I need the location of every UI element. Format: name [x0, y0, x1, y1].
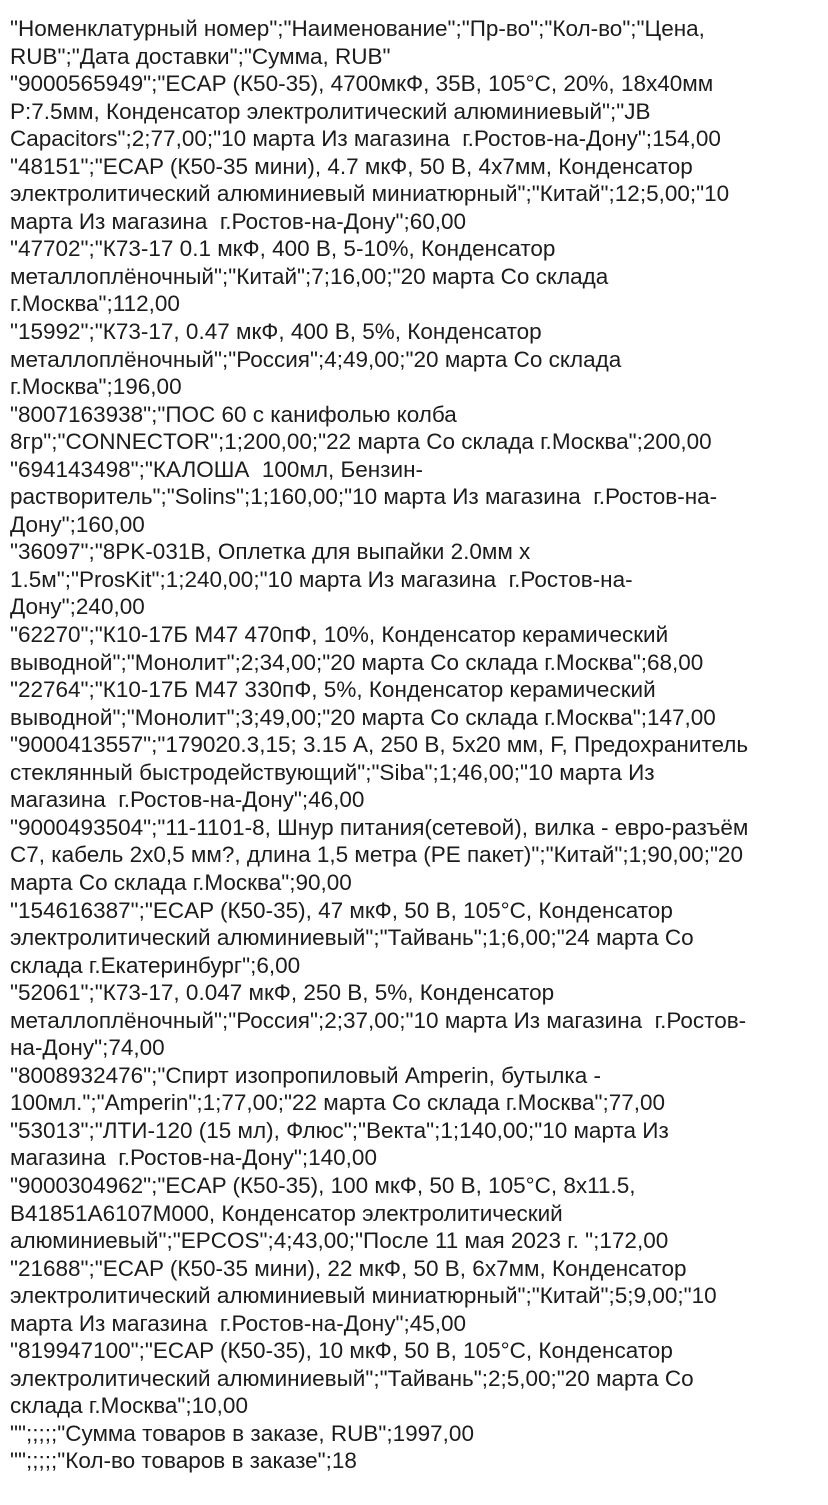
text-line: электролитический алюминиевый";"Тайвань";1;6,00;"24 марта Со — [10, 925, 694, 951]
text-line: "8007163938";"ПОС 60 с канифолью колба — [10, 401, 457, 427]
text-line: "9000304962";"ECAP (К50-35), 100 мкФ, 50 В, 105°C, 8x11.5, — [10, 1172, 636, 1198]
text-line: магазина г.Ростов-на-Дону";46,00 — [10, 787, 365, 813]
text-line: марта Из магазина г.Ростов-на-Дону";45,00 — [10, 1310, 466, 1336]
text-line: P:7.5мм, Конденсатор электролитический алюминиевый";"JB — [10, 98, 651, 124]
text-line: склада г.Екатеринбург";6,00 — [10, 952, 301, 978]
text-line: металлоплёночный";"Россия";2;37,00;"10 марта Из магазина г.Ростов- — [10, 1007, 747, 1033]
text-line: 100мл.";"Amperin";1;77,00;"22 марта Со склада г.Москва";77,00 — [10, 1090, 666, 1116]
order-total-line: "";;;;;"Сумма товаров в заказе, RUB";1997,00 — [10, 1420, 474, 1446]
text-line: растворитель";"Solins";1;160,00;"10 марта Из магазина г.Ростов-на- — [10, 484, 718, 510]
text-line: B41851A6107M000, Конденсатор электролитический — [10, 1200, 563, 1226]
text-line: RUB";"Дата доставки";"Сумма, RUB" — [10, 43, 391, 69]
text-line: "9000493504";"11-1101-8, Шнур питания(сетевой), вилка - евро-разъём — [10, 814, 749, 840]
text-line: "694143498";"КАЛОША 100мл, Бензин- — [10, 456, 423, 482]
text-line: электролитический алюминиевый миниатюрный";"Китай";5;9,00;"10 — [10, 1283, 717, 1309]
text-line: склада г.Москва";10,00 — [10, 1393, 248, 1419]
text-line: алюминиевый";"EPCOS";4;43,00;"После 11 мая 2023 г. ";172,00 — [10, 1228, 669, 1254]
text-line: "819947100";"ECAP (К50-35), 10 мкФ, 50 В, 105°C, Конденсатор — [10, 1338, 673, 1364]
text-line: г.Москва";112,00 — [10, 291, 180, 317]
text-line: "52061";"К73-17, 0.047 мкФ, 250 В, 5%, Конденсатор — [10, 980, 555, 1006]
text-line: марта Со склада г.Москва";90,00 — [10, 869, 352, 895]
text-line: "Номенклатурный номер";"Наименование";"Пр-во";"Кол-во";"Цена, — [10, 16, 705, 41]
text-line: стеклянный быстродействующий";"Siba";1;46,00;"10 марта Из — [10, 759, 655, 785]
text-line: "9000413557";"179020.3,15; 3.15 А, 250 В, 5x20 мм, F, Предохранитель — [10, 732, 749, 758]
text-line: выводной";"Монолит";2;34,00;"20 марта Со склада г.Москва";68,00 — [10, 649, 704, 675]
text-line: "47702";"К73-17 0.1 мкФ, 400 В, 5-10%, Конденсатор — [10, 236, 556, 262]
text-line: "48151";"ECAP (К50-35 мини), 4.7 мкФ, 50 В, 4x7мм, Конденсатор — [10, 153, 693, 179]
text-line: Дону";240,00 — [10, 594, 145, 620]
text-line: на-Дону";74,00 — [10, 1035, 165, 1061]
text-line: 8гр";"CONNECTOR";1;200,00;"22 марта Со склада г.Москва";200,00 — [10, 429, 712, 455]
text-line: "22764";"К10-17Б М47 330пФ, 5%, Конденсатор керамический — [10, 677, 656, 703]
text-line: "21688";"ECAP (К50-35 мини), 22 мкФ, 50 В, 6x7мм, Конденсатор — [10, 1255, 687, 1281]
text-line: "36097";"8PK-031B, Оплетка для выпайки 2.0мм x — [10, 539, 531, 565]
text-line: марта Из магазина г.Ростов-на-Дону";60,00 — [10, 208, 466, 234]
order-count-line: "";;;;;"Кол-во товаров в заказе";18 — [10, 1448, 357, 1474]
text-line: Capacitors";2;77,00;"10 марта Из магазина г.Ростов-на-Дону";154,00 — [10, 126, 721, 152]
text-line: "53013";"ЛТИ-120 (15 мл), Флюс";"Векта";1;140,00;"10 марта Из — [10, 1117, 669, 1143]
text-line: металлоплёночный";"Китай";7;16,00;"20 марта Со склада — [10, 263, 609, 289]
text-line: магазина г.Ростов-на-Дону";140,00 — [10, 1145, 377, 1171]
text-line: г.Москва";196,00 — [10, 374, 182, 400]
text-line: "8008932476";"Спирт изопропиловый Amperin, бутылка - — [10, 1062, 601, 1088]
text-line: "9000565949";"ECAP (К50-35), 4700мкФ, 35В, 105°C, 20%, 18x40мм — [10, 71, 714, 97]
text-line: Дону";160,00 — [10, 511, 145, 537]
text-line: выводной";"Монолит";3;49,00;"20 марта Со склада г.Москва";147,00 — [10, 704, 716, 730]
text-line: электролитический алюминиевый";"Тайвань";2;5,00;"20 марта Со — [10, 1365, 694, 1391]
text-line: 1.5м";"ProsKit";1;240,00;"10 марта Из магазина г.Ростов-на- — [10, 566, 633, 592]
text-line: С7, кабель 2х0,5 мм?, длина 1,5 метра (PE пакет)";"Китай";1;90,00;"20 — [10, 842, 743, 868]
text-line: электролитический алюминиевый миниатюрный";"Китай";12;5,00;"10 — [10, 181, 730, 207]
text-line: "62270";"К10-17Б М47 470пФ, 10%, Конденсатор керамический — [10, 622, 669, 648]
text-line: "154616387";"ECAP (К50-35), 47 мкФ, 50 В, 105°C, Конденсатор — [10, 897, 673, 923]
text-line: металлоплёночный";"Россия";4;49,00;"20 марта Со склада — [10, 346, 622, 372]
text-line: "15992";"К73-17, 0.47 мкФ, 400 В, 5%, Конденсатор — [10, 319, 542, 345]
